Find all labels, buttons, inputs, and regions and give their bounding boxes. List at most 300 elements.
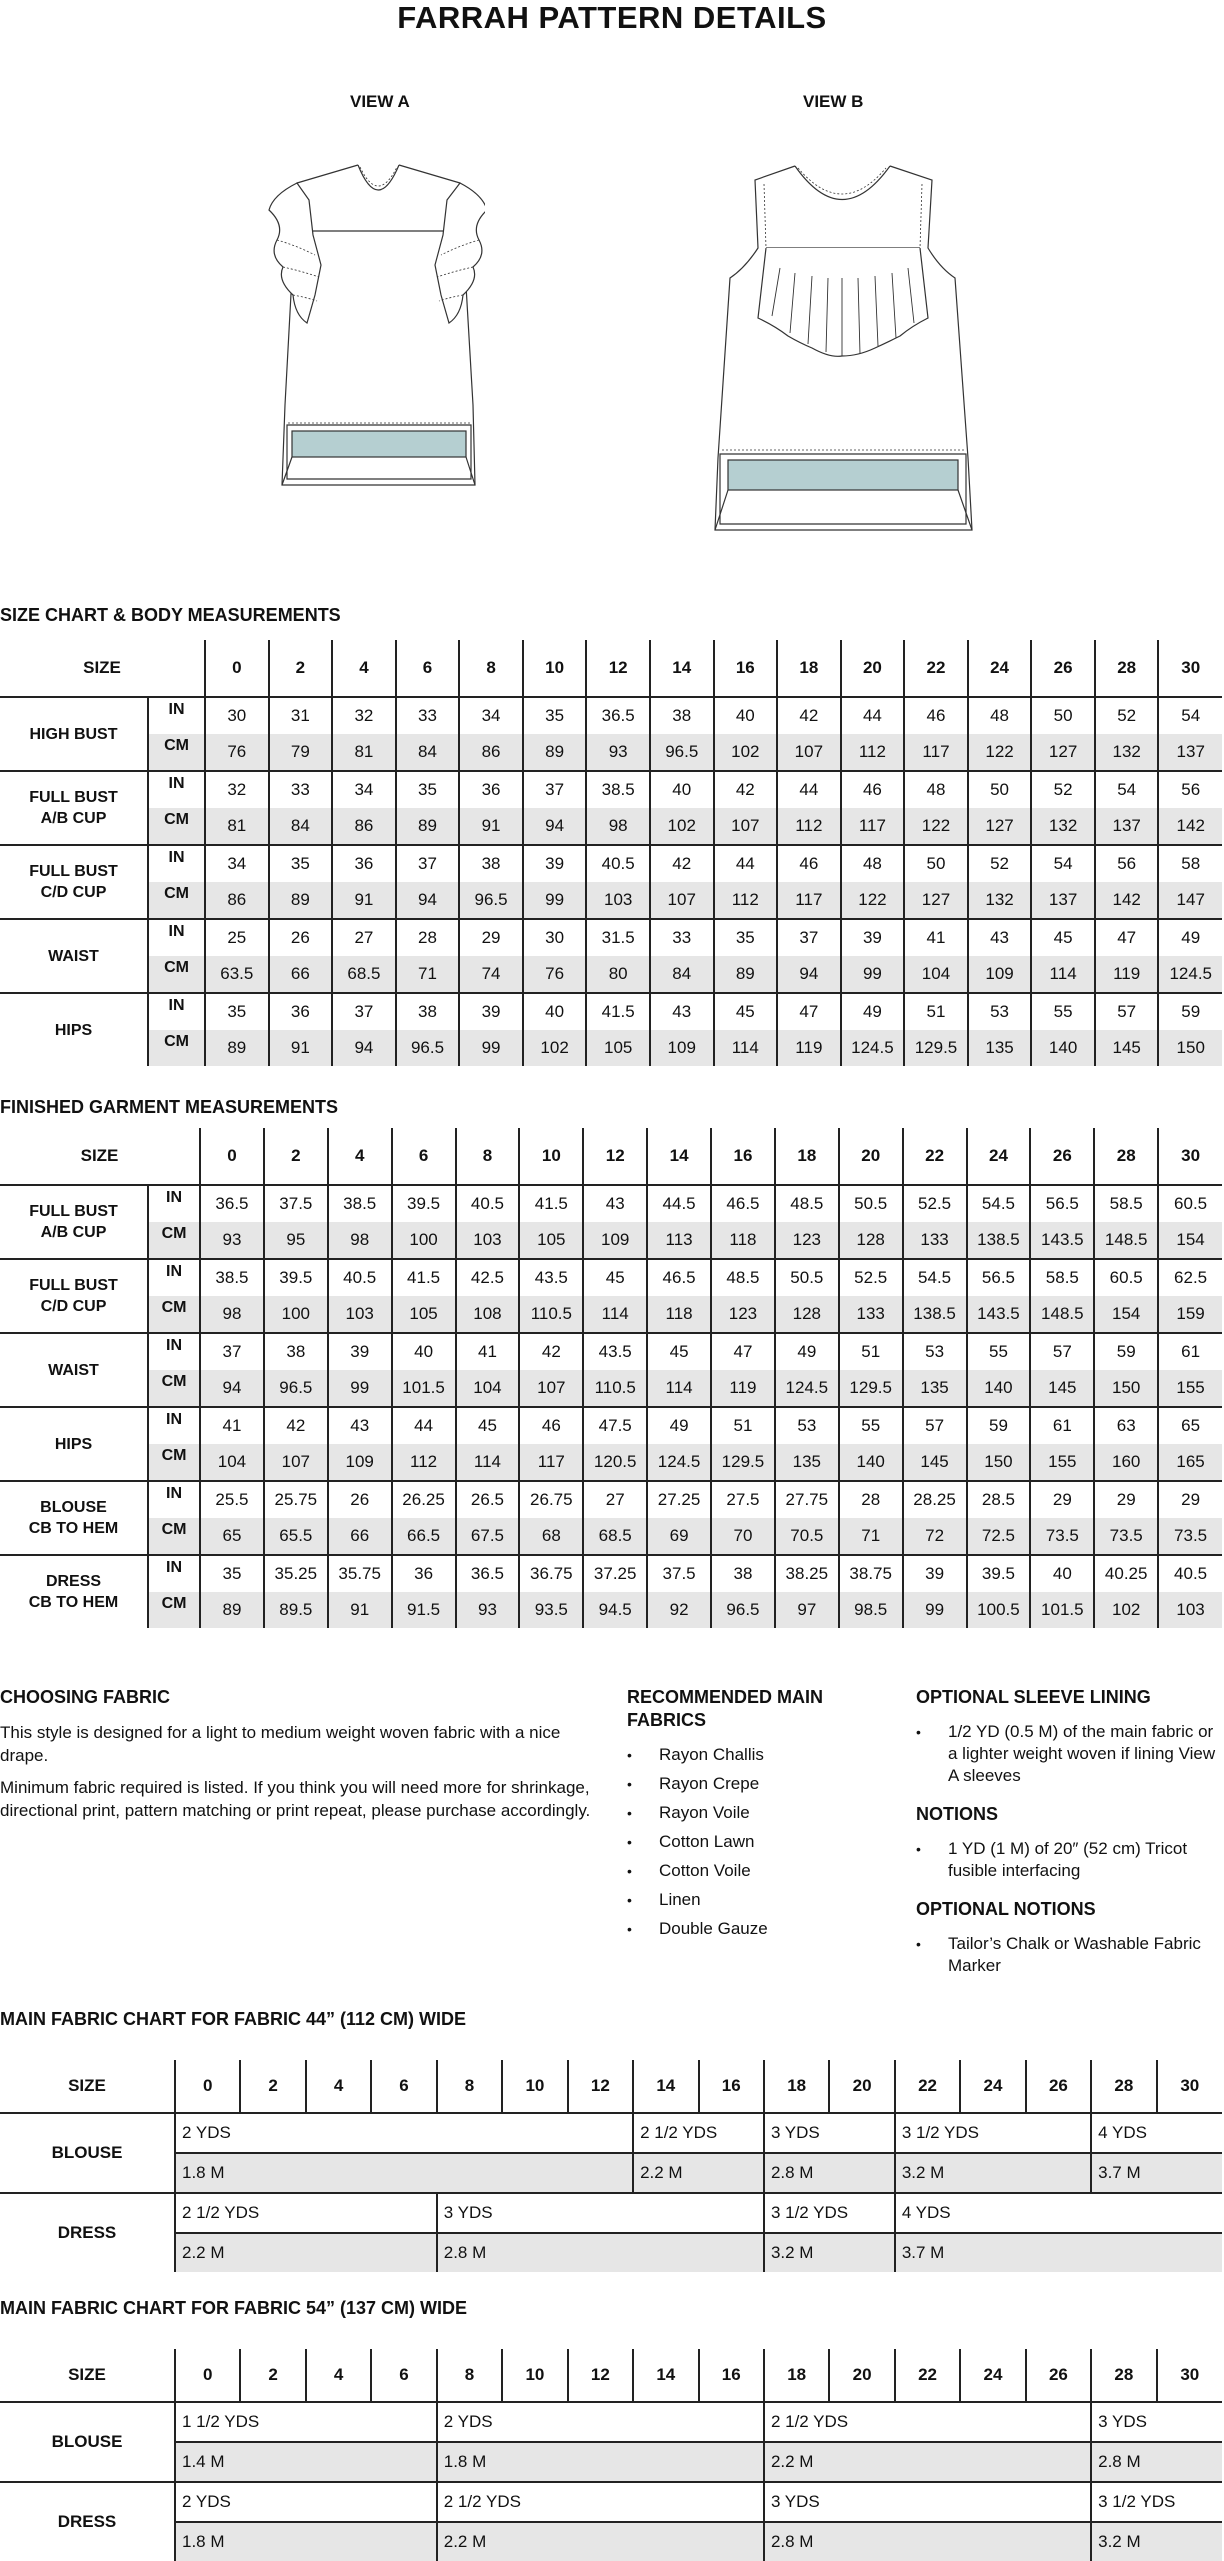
value-in: 33 xyxy=(396,697,460,734)
value-in: 54 xyxy=(1095,771,1159,808)
value-cm: 120.5 xyxy=(583,1444,647,1481)
value-cm: 100.5 xyxy=(967,1592,1031,1628)
value-in: 27.5 xyxy=(711,1481,775,1518)
value-in: 41 xyxy=(456,1333,520,1370)
value-in: 38 xyxy=(650,697,714,734)
value-in: 40 xyxy=(1030,1555,1094,1592)
row-label-line: CB TO HEM xyxy=(28,1594,119,1611)
yardage-cell: 3 1/2 YDS xyxy=(895,2113,1091,2153)
value-cm: 127 xyxy=(904,882,968,919)
value-in: 37 xyxy=(396,845,460,882)
value-cm: 72 xyxy=(903,1518,967,1555)
meters-cell: 2.2 M xyxy=(175,2233,437,2272)
size-header: 18 xyxy=(775,1128,839,1185)
value-cm: 99 xyxy=(523,882,587,919)
size-header: 6 xyxy=(371,2349,436,2402)
size-header: 10 xyxy=(502,2060,567,2113)
value-in: 43.5 xyxy=(519,1259,583,1296)
value-in: 51 xyxy=(839,1333,903,1370)
size-header: 14 xyxy=(647,1128,711,1185)
value-in: 40 xyxy=(650,771,714,808)
value-cm: 155 xyxy=(1030,1444,1094,1481)
value-cm: 124.5 xyxy=(841,1030,905,1066)
size-label: SIZE xyxy=(0,2060,175,2113)
yardage-cell: 2 1/2 YDS xyxy=(633,2113,764,2153)
value-in: 42 xyxy=(264,1407,328,1444)
value-in: 44 xyxy=(841,697,905,734)
size-label: SIZE xyxy=(0,640,205,697)
size-header: 16 xyxy=(714,640,778,697)
value-in: 27 xyxy=(583,1481,647,1518)
size-header: 4 xyxy=(306,2349,371,2402)
value-cm: 109 xyxy=(583,1222,647,1259)
value-in: 65 xyxy=(1158,1407,1222,1444)
value-in: 44 xyxy=(777,771,841,808)
notions-list xyxy=(916,1838,1221,1882)
value-in: 44 xyxy=(392,1407,456,1444)
value-in: 49 xyxy=(647,1407,711,1444)
row-label xyxy=(0,1555,148,1628)
value-in: 58 xyxy=(1158,845,1222,882)
value-in: 37.5 xyxy=(647,1555,711,1592)
value-cm: 107 xyxy=(777,734,841,771)
value-in: 59 xyxy=(1158,993,1222,1030)
unit-in: IN xyxy=(148,1481,200,1518)
value-cm: 99 xyxy=(328,1370,392,1407)
value-cm: 112 xyxy=(714,882,778,919)
table-row xyxy=(0,1518,1222,1555)
value-cm: 98 xyxy=(586,808,650,845)
value-cm: 71 xyxy=(839,1518,903,1555)
size-header: 16 xyxy=(711,1128,775,1185)
value-cm: 66.5 xyxy=(392,1518,456,1555)
value-cm: 98.5 xyxy=(839,1592,903,1628)
value-cm: 127 xyxy=(1031,734,1095,771)
value-in: 27.75 xyxy=(775,1481,839,1518)
table-row xyxy=(0,1185,1222,1222)
size-header: 26 xyxy=(1026,2060,1091,2113)
table-row xyxy=(0,2113,1222,2153)
value-in: 47 xyxy=(711,1333,775,1370)
value-cm: 109 xyxy=(968,956,1032,993)
value-cm: 155 xyxy=(1158,1370,1222,1407)
value-cm: 94 xyxy=(777,956,841,993)
fabric-item: • Rayon Voile xyxy=(627,1802,877,1824)
fabric-54-table xyxy=(0,2349,1222,2561)
value-in: 46 xyxy=(519,1407,583,1444)
value-in: 36.75 xyxy=(519,1555,583,1592)
value-cm: 103 xyxy=(586,882,650,919)
choosing-fabric-paragraph: This style is designed for a light to medium weight woven fabric with a nice drape. xyxy=(0,1723,561,1765)
blouse-ruffle-yoke-drawing-icon xyxy=(700,158,990,538)
value-cm: 109 xyxy=(328,1444,392,1481)
view-a-label: VIEW A xyxy=(350,92,410,111)
value-in: 54.5 xyxy=(903,1259,967,1296)
notions-block xyxy=(916,1686,1221,1984)
value-cm: 81 xyxy=(332,734,396,771)
size-header: 30 xyxy=(1158,640,1222,697)
value-in: 48 xyxy=(841,845,905,882)
value-cm: 122 xyxy=(968,734,1032,771)
value-in: 35 xyxy=(200,1555,264,1592)
value-cm: 93 xyxy=(456,1592,520,1628)
value-in: 27.25 xyxy=(647,1481,711,1518)
value-in: 40 xyxy=(523,993,587,1030)
size-header: 28 xyxy=(1094,1128,1158,1185)
value-in: 36 xyxy=(269,993,333,1030)
value-cm: 165 xyxy=(1158,1444,1222,1481)
value-cm: 92 xyxy=(647,1592,711,1628)
row-label-line: A/B CUP xyxy=(40,810,107,827)
row-label xyxy=(0,1259,148,1333)
choosing-fabric-block xyxy=(0,1686,600,1831)
value-cm: 129.5 xyxy=(904,1030,968,1066)
value-cm: 110.5 xyxy=(519,1296,583,1333)
size-header: 24 xyxy=(967,1128,1031,1185)
value-cm: 73.5 xyxy=(1158,1518,1222,1555)
value-in: 45 xyxy=(456,1407,520,1444)
value-in: 38 xyxy=(396,993,460,1030)
value-in: 36.5 xyxy=(456,1555,520,1592)
choosing-fabric-paragraph: Minimum fabric required is listed. If you think you will need more for shrinkage, directional print, pattern matching or print repeat, please purchase accordingly. xyxy=(0,1778,591,1820)
value-cm: 94 xyxy=(523,808,587,845)
row-label xyxy=(0,1185,148,1259)
value-in: 54.5 xyxy=(967,1185,1031,1222)
value-in: 37 xyxy=(523,771,587,808)
value-in: 38.5 xyxy=(328,1185,392,1222)
value-in: 42 xyxy=(714,771,778,808)
value-in: 30 xyxy=(523,919,587,956)
size-header: 18 xyxy=(777,640,841,697)
value-in: 48.5 xyxy=(775,1185,839,1222)
value-in: 40.5 xyxy=(328,1259,392,1296)
value-in: 34 xyxy=(459,697,523,734)
value-cm: 129.5 xyxy=(711,1444,775,1481)
yardage-cell: 3 YDS xyxy=(764,2482,1091,2522)
value-cm: 145 xyxy=(1030,1370,1094,1407)
value-cm: 118 xyxy=(647,1296,711,1333)
value-in: 56.5 xyxy=(1030,1185,1094,1222)
table-row xyxy=(0,1333,1222,1370)
value-in: 35.75 xyxy=(328,1555,392,1592)
value-cm: 123 xyxy=(711,1296,775,1333)
yardage-cell: 2 1/2 YDS xyxy=(175,2193,437,2233)
value-cm: 73.5 xyxy=(1094,1518,1158,1555)
value-cm: 117 xyxy=(519,1444,583,1481)
value-in: 35 xyxy=(205,993,269,1030)
value-in: 43.5 xyxy=(583,1333,647,1370)
sleeve-lining-list xyxy=(916,1721,1221,1787)
value-in: 44.5 xyxy=(647,1185,711,1222)
value-cm: 89 xyxy=(200,1592,264,1628)
fabric-item: • Rayon Challis xyxy=(627,1744,877,1766)
garment-chart-table xyxy=(0,1128,1222,1628)
notions-heading: NOTIONS xyxy=(916,1804,999,1824)
size-header: 18 xyxy=(764,2349,829,2402)
value-cm: 86 xyxy=(332,808,396,845)
value-in: 52.5 xyxy=(903,1185,967,1222)
value-cm: 67.5 xyxy=(456,1518,520,1555)
value-cm: 128 xyxy=(775,1296,839,1333)
row-label-line: HIPS xyxy=(54,1021,93,1039)
value-cm: 140 xyxy=(1031,1030,1095,1066)
value-cm: 73.5 xyxy=(1030,1518,1094,1555)
value-in: 38 xyxy=(459,845,523,882)
value-cm: 138.5 xyxy=(967,1222,1031,1259)
value-cm: 122 xyxy=(904,808,968,845)
size-header: 4 xyxy=(306,2060,371,2113)
yardage-cell: 2 YDS xyxy=(437,2402,764,2442)
value-cm: 105 xyxy=(392,1296,456,1333)
unit-cm: CM xyxy=(148,956,205,993)
value-in: 54 xyxy=(1158,697,1222,734)
value-cm: 96.5 xyxy=(711,1592,775,1628)
value-cm: 114 xyxy=(1031,956,1095,993)
fabric-item: • Rayon Crepe xyxy=(627,1773,877,1795)
value-in: 41 xyxy=(904,919,968,956)
value-cm: 133 xyxy=(903,1222,967,1259)
row-label-line: C/D CUP xyxy=(40,884,107,901)
value-in: 28.25 xyxy=(903,1481,967,1518)
value-cm: 97 xyxy=(775,1592,839,1628)
value-cm: 63.5 xyxy=(205,956,269,993)
unit-cm: CM xyxy=(148,1444,200,1481)
size-header: 30 xyxy=(1157,2060,1222,2113)
unit-in: IN xyxy=(148,1259,200,1296)
size-header: 2 xyxy=(240,2349,305,2402)
size-header: 18 xyxy=(764,2060,829,2113)
value-in: 36 xyxy=(392,1555,456,1592)
value-cm: 114 xyxy=(456,1444,520,1481)
value-in: 35 xyxy=(269,845,333,882)
table-row xyxy=(0,1222,1222,1259)
table-row xyxy=(0,1481,1222,1518)
value-in: 40 xyxy=(714,697,778,734)
unit-cm: CM xyxy=(148,882,205,919)
value-cm: 86 xyxy=(205,882,269,919)
value-cm: 99 xyxy=(459,1030,523,1066)
value-cm: 112 xyxy=(777,808,841,845)
value-cm: 96.5 xyxy=(264,1370,328,1407)
value-in: 59 xyxy=(1094,1333,1158,1370)
value-cm: 102 xyxy=(523,1030,587,1066)
value-cm: 98 xyxy=(200,1296,264,1333)
value-cm: 102 xyxy=(650,808,714,845)
choosing-fabric-heading: CHOOSING FABRIC xyxy=(0,1687,171,1707)
value-cm: 103 xyxy=(456,1222,520,1259)
value-cm: 69 xyxy=(647,1518,711,1555)
value-cm: 94 xyxy=(396,882,460,919)
value-cm: 68 xyxy=(519,1518,583,1555)
value-in: 55 xyxy=(1031,993,1095,1030)
row-label-line: DRESS xyxy=(45,1573,102,1590)
value-in: 38.25 xyxy=(775,1555,839,1592)
size-header: 26 xyxy=(1026,2349,1091,2402)
value-cm: 104 xyxy=(200,1444,264,1481)
table-row xyxy=(0,919,1222,956)
row-label-line: HIPS xyxy=(54,1435,93,1453)
value-in: 25.75 xyxy=(264,1481,328,1518)
size-chart-table xyxy=(0,640,1222,1066)
optional-notions-heading: OPTIONAL NOTIONS xyxy=(916,1899,1096,1919)
value-cm: 137 xyxy=(1031,882,1095,919)
row-label xyxy=(0,845,148,919)
value-cm: 93.5 xyxy=(519,1592,583,1628)
value-cm: 159 xyxy=(1158,1296,1222,1333)
value-cm: 114 xyxy=(647,1370,711,1407)
value-in: 46.5 xyxy=(711,1185,775,1222)
value-cm: 71 xyxy=(396,956,460,993)
value-cm: 80 xyxy=(586,956,650,993)
value-cm: 124.5 xyxy=(1158,956,1222,993)
row-label: BLOUSE xyxy=(0,2402,175,2482)
value-in: 43 xyxy=(328,1407,392,1444)
value-in: 25.5 xyxy=(200,1481,264,1518)
value-in: 35.25 xyxy=(264,1555,328,1592)
unit-in: IN xyxy=(148,697,205,734)
value-cm: 103 xyxy=(1158,1592,1222,1628)
value-cm: 70 xyxy=(711,1518,775,1555)
value-cm: 123 xyxy=(775,1222,839,1259)
value-in: 28 xyxy=(839,1481,903,1518)
value-cm: 104 xyxy=(456,1370,520,1407)
value-cm: 101.5 xyxy=(392,1370,456,1407)
row-label-line: BLOUSE xyxy=(40,1499,107,1516)
value-cm: 122 xyxy=(841,882,905,919)
yardage-cell: 3 YDS xyxy=(437,2193,764,2233)
size-header: 26 xyxy=(1031,640,1095,697)
value-cm: 91 xyxy=(269,1030,333,1066)
size-header: 0 xyxy=(175,2060,240,2113)
value-in: 38.5 xyxy=(586,771,650,808)
unit-cm: CM xyxy=(148,1592,200,1628)
size-header: 6 xyxy=(392,1128,456,1185)
row-label-line: FULL BUST xyxy=(29,789,118,806)
size-header: 12 xyxy=(583,1128,647,1185)
view-b-label: VIEW B xyxy=(803,92,864,111)
row-label xyxy=(0,697,148,771)
row-label xyxy=(0,771,148,845)
value-in: 63 xyxy=(1094,1407,1158,1444)
value-cm: 107 xyxy=(264,1444,328,1481)
table-row xyxy=(0,1555,1222,1592)
table-row xyxy=(0,734,1222,771)
value-in: 33 xyxy=(650,919,714,956)
value-in: 40.5 xyxy=(586,845,650,882)
value-cm: 119 xyxy=(1095,956,1159,993)
unit-in: IN xyxy=(148,845,205,882)
size-header: 14 xyxy=(650,640,714,697)
value-in: 54 xyxy=(1031,845,1095,882)
value-cm: 84 xyxy=(396,734,460,771)
value-in: 39 xyxy=(841,919,905,956)
value-cm: 137 xyxy=(1095,808,1159,845)
value-in: 36 xyxy=(332,845,396,882)
value-cm: 124.5 xyxy=(775,1370,839,1407)
size-header: 10 xyxy=(519,1128,583,1185)
unit-cm: CM xyxy=(148,1030,205,1066)
size-header: 0 xyxy=(175,2349,240,2402)
value-cm: 135 xyxy=(903,1370,967,1407)
size-header: 20 xyxy=(829,2060,894,2113)
unit-cm: CM xyxy=(148,1222,200,1259)
value-in: 34 xyxy=(205,845,269,882)
row-label-line: C/D CUP xyxy=(40,1298,107,1315)
value-in: 50 xyxy=(968,771,1032,808)
value-in: 37 xyxy=(777,919,841,956)
fabric-item: • Linen xyxy=(627,1889,877,1911)
value-in: 62.5 xyxy=(1158,1259,1222,1296)
value-in: 36.5 xyxy=(586,697,650,734)
table-row xyxy=(0,2522,1222,2561)
table-row xyxy=(0,697,1222,734)
value-cm: 89 xyxy=(269,882,333,919)
value-cm: 72.5 xyxy=(967,1518,1031,1555)
value-cm: 81 xyxy=(205,808,269,845)
fabric-54-heading: MAIN FABRIC CHART FOR FABRIC 54” (137 CM) WIDE xyxy=(0,2298,468,2318)
value-cm: 132 xyxy=(1095,734,1159,771)
value-cm: 89 xyxy=(714,956,778,993)
size-label: SIZE xyxy=(0,2349,175,2402)
value-cm: 95 xyxy=(264,1222,328,1259)
meters-cell: 1.8 M xyxy=(175,2522,437,2561)
value-in: 28.5 xyxy=(967,1481,1031,1518)
table-row xyxy=(0,2153,1222,2193)
size-header: 8 xyxy=(456,1128,520,1185)
value-cm: 110.5 xyxy=(583,1370,647,1407)
unit-cm: CM xyxy=(148,808,205,845)
value-cm: 119 xyxy=(777,1030,841,1066)
size-header: 14 xyxy=(633,2349,698,2402)
value-in: 29 xyxy=(459,919,523,956)
value-cm: 150 xyxy=(1158,1030,1222,1066)
value-in: 61 xyxy=(1030,1407,1094,1444)
size-header: 22 xyxy=(903,1128,967,1185)
value-in: 52 xyxy=(1095,697,1159,734)
value-cm: 154 xyxy=(1094,1296,1158,1333)
value-cm: 68.5 xyxy=(583,1518,647,1555)
value-in: 51 xyxy=(711,1407,775,1444)
meters-cell: 3.7 M xyxy=(895,2233,1222,2272)
row-label-line: HIGH BUST xyxy=(29,725,118,743)
value-cm: 104 xyxy=(904,956,968,993)
value-in: 31 xyxy=(269,697,333,734)
size-header: 10 xyxy=(523,640,587,697)
table-row xyxy=(0,1592,1222,1628)
value-in: 29 xyxy=(1030,1481,1094,1518)
value-cm: 91 xyxy=(328,1592,392,1628)
size-header: 26 xyxy=(1030,1128,1094,1185)
value-in: 41 xyxy=(200,1407,264,1444)
size-header: 24 xyxy=(968,640,1032,697)
size-header: 30 xyxy=(1157,2349,1222,2402)
recommended-fabrics-heading: RECOMMENDED MAIN FABRICS xyxy=(627,1687,823,1730)
value-in: 58.5 xyxy=(1094,1185,1158,1222)
value-in: 39.5 xyxy=(967,1555,1031,1592)
size-label: SIZE xyxy=(0,1128,200,1185)
yardage-cell: 2 1/2 YDS xyxy=(764,2402,1091,2442)
value-in: 52 xyxy=(968,845,1032,882)
value-in: 39 xyxy=(328,1333,392,1370)
header-row xyxy=(0,2349,1222,2402)
size-header: 12 xyxy=(568,2060,633,2113)
row-label xyxy=(0,993,148,1066)
row-label xyxy=(0,1481,148,1555)
meters-cell: 3.2 M xyxy=(895,2153,1091,2193)
value-in: 60.5 xyxy=(1094,1259,1158,1296)
row-label-line: WAIST xyxy=(48,947,99,965)
size-header: 24 xyxy=(960,2349,1025,2402)
